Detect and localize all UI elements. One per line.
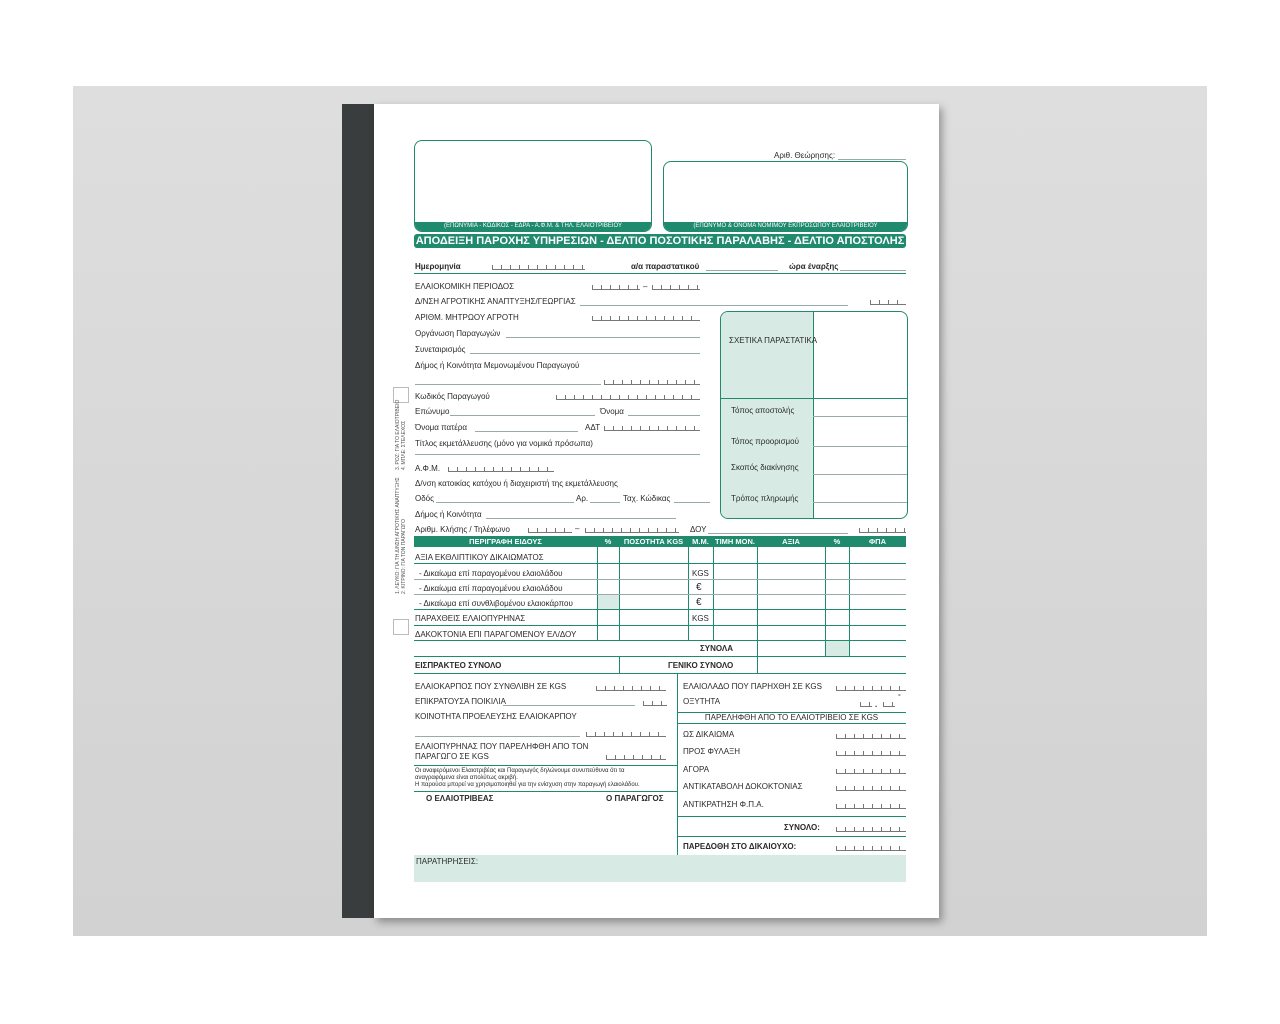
sxetika-label: ΣΧΕΤΙΚΑ ΠΑΡΑΣΤΑΤΙΚΑ <box>729 336 818 345</box>
col-axia: ΑΞΙΑ <box>782 537 800 546</box>
elaiolado-ticks[interactable] <box>836 683 906 691</box>
parelifthi-label: ΠΑΡΕΛΗΦΘΗ ΑΠΟ ΤΟ ΕΛΑΙΟΤΡΙΒΕΙΟ ΣΕ KGS <box>704 713 879 722</box>
sign-elaiotriveas: Ο ΕΛΑΙΟΤΡΙΒΕΑΣ <box>426 794 494 803</box>
eispraktaio-label: ΕΙΣΠΡΑΚΤΕΟ ΣΥΝΟΛΟ <box>415 661 502 670</box>
tropos-label: Τρόπος πληρωμής <box>731 494 799 503</box>
marginal-copy-2: 2. ΚΙΤΡΙΝΟ: ΓΙΑ ΤΟΝ ΠΑΡΑΓΩΓΟ <box>401 518 407 594</box>
col-fpa-pct: % <box>833 537 841 546</box>
agora-ticks[interactable] <box>836 766 906 774</box>
organosi-line[interactable] <box>506 337 700 338</box>
koinotita-ticks[interactable] <box>586 729 666 737</box>
declaration-3: Η παρούσα μπορεί να χρησιμοποιηθεί για την ενίσχυση στην παραγωγή ελαιολάδου. <box>415 782 640 788</box>
ar-line[interactable] <box>590 502 620 503</box>
date-label: Ημερομηνία <box>415 262 461 271</box>
pad-binding <box>342 104 374 918</box>
dnsi-code-ticks[interactable] <box>870 297 906 305</box>
row-2-unit: € <box>696 582 702 593</box>
poikilia-label: ΕΠΙΚΡΑΤΟΥΣΑ ΠΟΙΚΙΛΙΑ <box>415 697 506 706</box>
period-to-ticks[interactable] <box>652 282 700 290</box>
synolo-ticks[interactable] <box>836 824 906 832</box>
synola-label: ΣΥΝΟΛΑ <box>700 644 734 653</box>
fpa-ticks[interactable] <box>836 801 906 809</box>
mitroo-label: ΑΡΙΘΜ. ΜΗΤΡΩΟΥ ΑΓΡΟΤΗ <box>415 313 519 322</box>
fylaxi-ticks[interactable] <box>836 748 906 756</box>
geniko-label: ΓΕΝΙΚΟ ΣΥΝΟΛΟ <box>668 661 734 670</box>
titlos-label: Τίτλος εκμετάλλευσης (μόνο για νομικά πρόσωπα) <box>415 439 593 448</box>
onoma-line[interactable] <box>628 415 700 416</box>
row-5-desc: ΔΑΚΟΚΤΟΝΙΑ ΕΠΙ ΠΑΡΑΓΟΜΕΝΟΥ ΕΛ/ΔΟΥ <box>415 630 577 639</box>
declaration-1: Οι αναφερόμενοι Ελαιοτριβέας και Παραγωγός δηλώνουμε συνυπεύθυνα ότι τα <box>415 768 625 774</box>
row-4-unit: KGS <box>692 614 709 623</box>
kodikos-label: Κωδικός Παραγωγού <box>415 392 490 401</box>
col-posotita: ΠΟΣΟΤΗΤΑ KGS <box>623 537 684 546</box>
onoma-label: Όνομα <box>600 407 624 416</box>
poikilia-line[interactable] <box>503 705 635 706</box>
tk-line[interactable] <box>674 502 710 503</box>
oxytita-int-ticks[interactable] <box>860 699 872 707</box>
afm-label: Α.Φ.Μ. <box>415 464 441 473</box>
doy-code-ticks[interactable] <box>859 525 906 533</box>
organosi-label: Οργάνωση Παραγωγών <box>415 329 501 338</box>
date-ticks[interactable] <box>492 262 585 270</box>
dimos-mem-line[interactable] <box>415 384 601 385</box>
aa-label: α/α παραστατικού <box>631 262 700 271</box>
col-pct: % <box>604 537 612 546</box>
sign-paragogos: Ο ΠΑΡΑΓΩΓΟΣ <box>606 794 664 803</box>
tel-area-ticks[interactable] <box>528 525 572 533</box>
col-timi: ΤΙΜΗ ΜΟΝ. <box>715 537 755 546</box>
paradothi-label: ΠΑΡΕΔΟΘΗ ΣΤΟ ΔΙΚΑΙΟΥΧΟ: <box>683 842 797 851</box>
dimos-mem-label: Δήμος ή Κοινότητα Μεμονωμένου Παραγωγού <box>415 361 580 370</box>
marginal-copy-1: 1. ΛΕΥΚΟ: ΓΙΑ ΤΗ Δ/ΝΣΗ ΑΓΡΟΤΙΚΗΣ ΑΝΑΠΤΥΞΗΣ <box>395 477 401 594</box>
fpa-label: ΑΝΤΙΚΡΑΤΗΣΗ Φ.Π.Α. <box>683 800 764 809</box>
skopos-label: Σκοπός διακίνησης <box>731 463 799 472</box>
arith-theorisis-label: Αριθ. Θεώρησης: <box>774 151 836 160</box>
afm-ticks[interactable] <box>448 464 554 472</box>
dnsi-label: Δ/ΝΣΗ ΑΓΡΟΤΙΚΗΣ ΑΝΑΠΤΥΞΗΣ/ΓΕΩΡΓΙΑΣ <box>415 297 576 306</box>
row-1-desc: - Δικαίωμα επί παραγομένου ελαιολάδου <box>419 569 563 578</box>
doy-line[interactable] <box>708 533 848 534</box>
representative-caption: (ΕΠΩΝΥΜΟ & ΟΝΟΜΑ ΝΟΜΙΜΟΥ ΕΚΠΡΟΣΩΠΟΥ ΕΛΑΙΟΤΡΙΒΕΙΟΥ <box>664 222 907 231</box>
form-title: ΑΠΟΔΕΙΞΗ ΠΑΡΟΧΗΣ ΥΠΗΡΕΣΙΩΝ - ΔΕΛΤΙΟ ΠΟΣΟΤΙΚΗΣ ΠΑΡΑΛΑΒΗΣ - ΔΕΛΤΙΟ ΑΠΟΣΤΟΛΗΣ <box>415 235 905 247</box>
agora-label: ΑΓΟΡΑ <box>683 765 710 774</box>
dakoktonia-label: ΑΝΤΙΚΑΤΑΒΟΛΗ ΔΟΚΟΚΤΟΝΙΑΣ <box>683 782 803 791</box>
elaiokarpos-label: ΕΛΑΙΟΚΑΡΠΟΣ ΠΟΥ ΣΥΝΘΛΙΒΗ ΣΕ KGS <box>415 682 567 691</box>
arith-theorisis-line[interactable] <box>838 159 906 160</box>
koinotita-line[interactable] <box>415 736 580 737</box>
table-header <box>414 536 906 547</box>
syneta-label: Συνεταιρισμός <box>415 345 466 354</box>
oxytita-label: ΟΞΥΤΗΤΑ <box>683 697 721 706</box>
period-label: ΕΛΑΙΟΚΟΜΙΚΗ ΠΕΡΙΟΔΟΣ <box>415 282 515 291</box>
oxytita-dec-ticks[interactable] <box>883 699 895 707</box>
pateras-line[interactable] <box>475 431 578 432</box>
period-from-ticks[interactable] <box>592 282 640 290</box>
dnsi-katoikias-label: Δ/νση κατοικίας κατόχου ή διαχειριστή της εκμετάλλευσης <box>415 479 618 488</box>
row-0-desc: ΑΞΙΑ ΕΚΘΛΙΠΤΙΚΟΥ ΔΙΚΑΙΩΜΑΤΟΣ <box>415 553 544 562</box>
odos-line[interactable] <box>436 502 574 503</box>
fylaxi-label: ΠΡΟΣ ΦΥΛΑΞΗ <box>683 747 741 756</box>
topos-apostolis-label: Τόπος αποστολής <box>731 406 795 415</box>
mill-info-caption: (ΕΠΩΝΥΜΙΑ - ΚΩΔΙΚΟΣ - ΕΔΡΑ - Α.Φ.Μ. & ΤΗΛ. ΕΛΑΙΟΤΡΙΒΕΙΟΥ <box>415 222 651 231</box>
dakoktonia-ticks[interactable] <box>836 783 906 791</box>
syneta-line[interactable] <box>470 353 700 354</box>
adt-ticks[interactable] <box>604 423 700 431</box>
time-line[interactable] <box>840 270 906 271</box>
titlos-line[interactable] <box>415 454 700 455</box>
mitroo-ticks[interactable] <box>592 313 700 321</box>
time-label: ώρα έναρξης <box>789 262 839 271</box>
elaiokarpos-ticks[interactable] <box>596 683 666 691</box>
koinotita-label: ΚΟΙΝΟΤΗΤΑ ΠΡΟΕΛΕΥΣΗΣ ΕΛΑΙΟΚΑΡΠΟΥ <box>415 712 577 721</box>
col-mm: Μ.Μ. <box>692 537 709 546</box>
tel-number-ticks[interactable] <box>585 525 679 533</box>
kodikos-ticks[interactable] <box>556 392 700 400</box>
pyrinas-label-1: ΕΛΑΙΟΠΥΡΗΝΑΣ ΠΟΥ ΠΑΡΕΛΗΦΘΗ ΑΠΟ ΤΟΝ <box>415 742 589 751</box>
poikilia-ticks[interactable] <box>643 698 667 706</box>
checkbox-lower[interactable] <box>393 619 409 635</box>
header-divider <box>414 273 906 274</box>
col-fpa: ΦΠΑ <box>869 537 886 546</box>
marginal-copy-3: 3. ΡΟΖ: ΓΙΑ ΤΟ ΕΛΑΙΟΤΡΙΒΕΙΟ <box>395 399 401 470</box>
dikaioma-label: ΩΣ ΔΙΚΑΙΩΜΑ <box>683 730 735 739</box>
sxetika-field[interactable] <box>820 313 904 397</box>
paradothi-ticks[interactable] <box>836 843 906 851</box>
declaration-2: αναγραφόμενα είναι απολύτως ακριβή. <box>415 775 518 781</box>
odos-label: Οδός <box>415 494 434 503</box>
dimos-line[interactable] <box>486 518 676 519</box>
row-3-desc: - Δικαίωμα επί συνθλιβομένου ελαιοκάρπου <box>419 599 573 608</box>
remarks-field[interactable] <box>414 855 906 882</box>
topos-proorismou-label: Τόπος προορισμού <box>731 437 799 446</box>
dimos-mem-ticks[interactable] <box>604 377 700 385</box>
col-perigrafi: ΠΕΡΙΓΡΑΦΗ ΕΙΔΟΥΣ <box>469 537 542 546</box>
row-2-desc: - Δικαίωμα επί παραγομένου ελαιολάδου <box>419 584 563 593</box>
dimos-label: Δήμος ή Κοινότητα <box>415 510 482 519</box>
row-4-desc: ΠΑΡΑΧΘΕΙΣ ΕΛΑΙΟΠΥΡΗΝΑΣ <box>415 614 526 623</box>
row-1-unit: KGS <box>692 569 709 578</box>
aa-line[interactable] <box>706 270 778 271</box>
pyrinas-ticks[interactable] <box>606 752 666 760</box>
dnsi-line[interactable] <box>580 305 848 306</box>
adt-label: ΑΔΤ <box>585 423 601 432</box>
elaiolado-label: ΕΛΑΙΟΛΑΔΟ ΠΟΥ ΠΑΡΗΧΘΗ ΣΕ KGS <box>683 682 822 691</box>
mill-info-box[interactable] <box>414 140 652 232</box>
ar-label: Αρ. <box>576 494 589 503</box>
dikaioma-ticks[interactable] <box>836 731 906 739</box>
doy-label: ΔΟΥ <box>690 525 707 534</box>
pyrinas-label-2: ΠΑΡΑΓΩΓΟ ΣΕ KGS <box>415 752 489 761</box>
marginal-copy-4: 4. ΜΠΛΕ: ΣΤΕΛΕΧΟΣ <box>401 420 407 470</box>
row-3-unit: € <box>696 597 702 608</box>
eponymo-line[interactable] <box>450 415 595 416</box>
tk-label: Ταχ. Κώδικας <box>623 494 671 503</box>
eponymo-label: Επώνυμο <box>415 407 450 416</box>
synolo-label: ΣΥΝΟΛΟ: <box>784 823 820 832</box>
pateras-label: Όνομα πατέρα <box>415 423 468 432</box>
tel-label: Αριθμ. Κλήσης / Τηλέφωνο <box>415 525 510 534</box>
remarks-label: ΠΑΡΑΤΗΡΗΣΕΙΣ: <box>416 857 479 866</box>
representative-box[interactable] <box>663 161 908 232</box>
